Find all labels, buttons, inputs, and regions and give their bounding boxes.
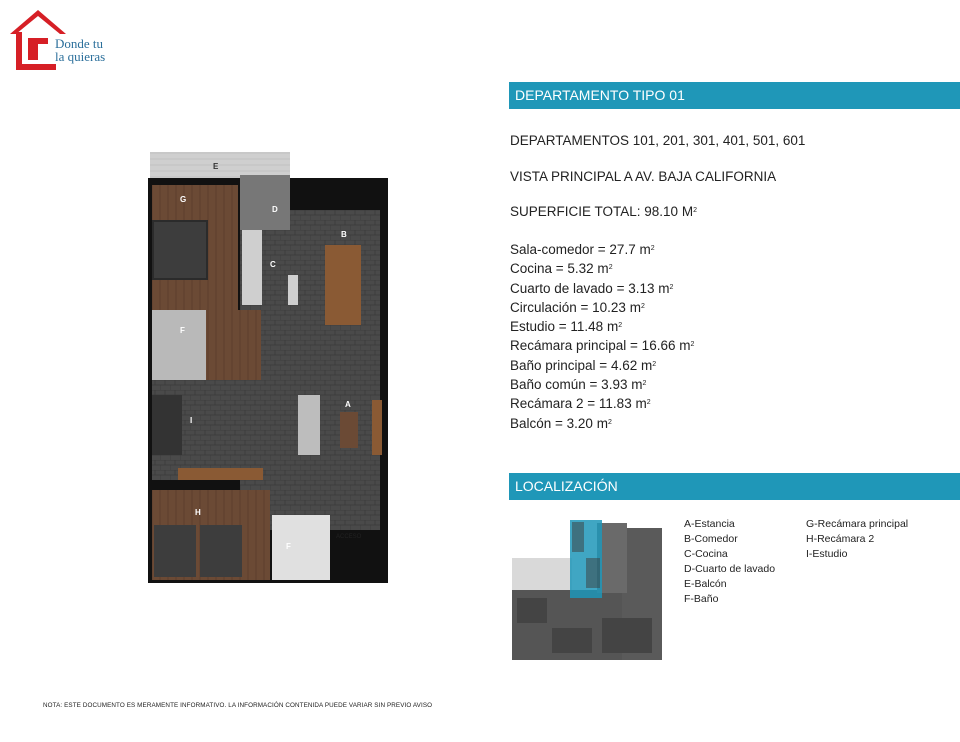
- room-label-i: I: [190, 416, 193, 425]
- area-list: [510, 240, 694, 433]
- logo-line-2: la quieras: [55, 49, 106, 64]
- legend-left: [684, 517, 775, 607]
- room-label-b: B: [341, 230, 347, 239]
- surface-label: SUPERFICIE TOTAL: 98.10 M: [510, 204, 694, 219]
- area-item: Balcón = 3.20 $m^2$: [510, 415, 612, 431]
- room-label-a: A: [345, 400, 351, 409]
- area-item: Baño común = 3.93 $m^2$: [510, 377, 647, 393]
- surface-line: [510, 204, 697, 219]
- legend-item: I-Estudio: [806, 548, 848, 560]
- legend-item: G-Recámara principal: [806, 518, 909, 530]
- room-label-f-bottom: F: [286, 542, 291, 551]
- room-label-h: H: [195, 508, 201, 517]
- location-map: [512, 518, 662, 660]
- legend-item: E-Balcón: [684, 578, 727, 590]
- area-item: Circulación = 10.23 $m^2$: [510, 299, 645, 315]
- legend-item: C-Cocina: [684, 548, 728, 560]
- unit-title-bar: DEPARTAMENTO TIPO 01: [509, 82, 960, 109]
- room-label-f-top: F: [180, 326, 185, 335]
- area-item: Recámara principal = 16.66 $m^2$: [510, 338, 695, 354]
- legend-item: H-Recámara 2: [806, 533, 875, 545]
- room-label-c: C: [270, 260, 276, 269]
- area-item: Recámara 2 = 11.83 $m^2$: [510, 396, 651, 412]
- location-title-bar: LOCALIZACIÓN: [509, 473, 960, 500]
- legend-item: F-Baño: [684, 593, 719, 605]
- location-map-drawing: [512, 518, 662, 660]
- floor-plan: [140, 150, 390, 590]
- room-label-e: E: [213, 162, 219, 171]
- room-label-g: G: [180, 195, 187, 204]
- area-item: Estudio = 11.48 $m^2$: [510, 319, 623, 335]
- area-item: Sala-comedor = 27.7 $m^2$: [510, 242, 655, 257]
- legend-item: B-Comedor: [684, 533, 738, 545]
- area-item: Baño principal = 4.62 $m^2$: [510, 357, 657, 373]
- disclaimer-note: NOTA: ESTE DOCUMENTO ES MERAMENTE INFORMATIVO. LA INFORMACIÓN CONTENIDA PUEDE VARIAR SIN PREVIO AVISO: [43, 702, 433, 709]
- units-line: DEPARTAMENTOS 101, 201, 301, 401, 501, 601: [510, 133, 806, 148]
- floor-plan-drawing: [140, 150, 390, 590]
- surface-sup: 2: [693, 207, 697, 214]
- view-line: VISTA PRINCIPAL A AV. BAJA CALIFORNIA: [510, 169, 777, 184]
- room-label-d: D: [272, 205, 278, 214]
- logo-line-1: Donde tu: [55, 36, 104, 51]
- logo-text: [55, 37, 105, 63]
- area-item: Cocina = 5.32 $m^2$: [510, 261, 613, 277]
- legend-item: A-Estancia: [684, 518, 735, 530]
- legend-right: [806, 517, 908, 562]
- logo: [8, 8, 128, 72]
- legend-item: D-Cuarto de lavado: [684, 563, 776, 575]
- area-item: Cuarto de lavado = 3.13 $m^2$: [510, 280, 674, 296]
- entrance-label: ACCESO: [336, 534, 362, 540]
